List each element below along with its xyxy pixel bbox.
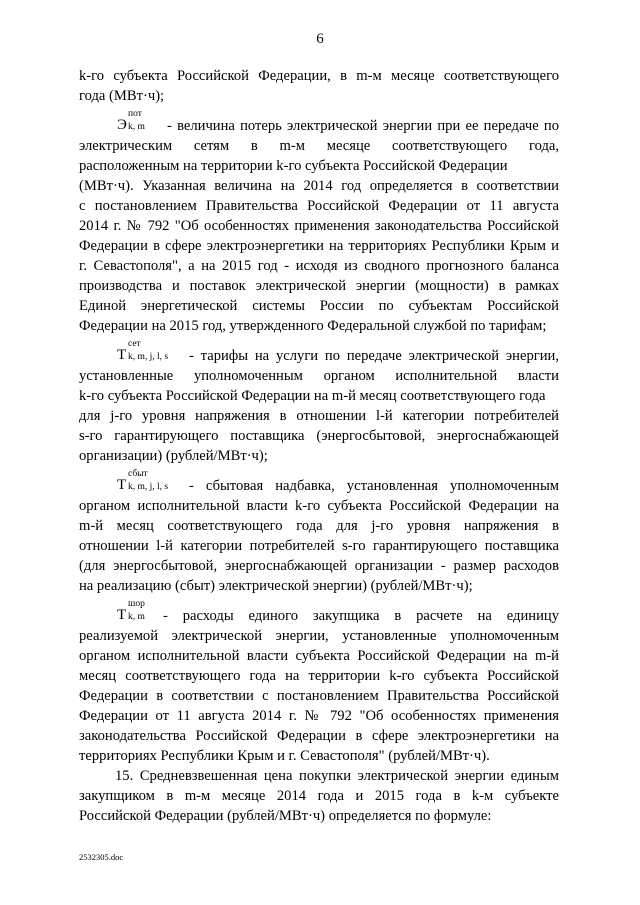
- text-line: электрическим сетям в m-м месяце соответствующего года,: [79, 138, 559, 154]
- text-line: месяц соответствующего года на территории k-го субъекта Российской: [79, 668, 559, 684]
- text-line: законодательства Российской Федерации в сфере электроэнергетики на: [79, 728, 559, 744]
- text-line: s-го гарантирующего поставщика (энергосбытовой, энергоснабжающей: [79, 428, 559, 444]
- text-line: закупщиком в m-м месяце 2014 года и 2015 года в k-м субъекте: [79, 788, 559, 804]
- text-line: производства и поставок электрической энергии (мощности) в рамках: [79, 278, 559, 294]
- text-line: - сбытовая надбавка, установленная уполномоченным: [189, 478, 559, 494]
- text-line: установленные уполномоченным органом исполнительной власти: [79, 368, 559, 384]
- text-line: на реализацию (сбыт) электрической энергии) (рублей/МВт·ч);: [79, 578, 473, 594]
- text-line: m-й месяц соответствующего года для j-го уровня напряжения в: [79, 518, 559, 534]
- text-line: для j-го уровня напряжения в отношении l-й категории потребителей: [79, 408, 559, 424]
- variable-definition: [79, 466, 559, 496]
- formula-symbol: Э пот k, m: [117, 109, 145, 133]
- text-line: Федерации в сфере электроэнергетики на территориях Республики Крым и: [79, 238, 559, 254]
- text-line: органом исполнительной власти субъекта Российской Федерации на m-й: [79, 648, 559, 664]
- page-number: 6: [316, 31, 324, 47]
- text-line: - тарифы на услуги по передаче электрической энергии,: [189, 348, 559, 364]
- text-line: - величина потерь электрической энергии при ее передаче по: [167, 118, 559, 134]
- text-line: 15. Средневзвешенная цена покупки электрической энергии единым: [115, 768, 559, 784]
- text-line: отношении l-й категории потребителей s-го гарантирующего поставщика: [79, 538, 559, 554]
- file-name-footer: 2532305.doc: [79, 852, 124, 862]
- text-line: Российской Федерации (рублей/МВт·ч) определяется по формуле:: [79, 808, 492, 824]
- variable-definition: [79, 106, 559, 136]
- text-line: реализуемой электрической энергии, установленные уполномоченным: [79, 628, 559, 644]
- text-line: k-го субъекта Российской Федерации на m-й месяц соответствующего года: [79, 388, 546, 404]
- text-line: Федерации в соответствии с постановлением Правительства Российской: [79, 688, 559, 704]
- formula-symbol: T сет k, m, j, l, s: [117, 339, 169, 363]
- text-line: организации) (рублей/МВт·ч);: [79, 448, 268, 464]
- text-line: Единой энергетической системы России по субъектам Российской: [79, 298, 559, 314]
- formula-symbol: T шор k, m: [117, 599, 145, 623]
- text-line: расположенным на территории k-го субъекта Российской Федерации: [79, 158, 508, 174]
- text-line: - расходы единого закупщика в расчете на единицу: [163, 608, 559, 624]
- text-line: Федерации от 11 августа 2014 г. № 792 "Об особенностях применения: [79, 708, 559, 724]
- document-body: [79, 66, 559, 826]
- text-line: органом исполнительной власти k-го субъекта Российской Федерации на: [79, 498, 559, 514]
- text-line: Федерации на 2015 год, утвержденного Федеральной службой по тарифам;: [79, 318, 547, 334]
- text-line: (МВт·ч). Указанная величина на 2014 год определяется в соответствии: [79, 178, 559, 194]
- text-line: 2014 г. № 792 "Об особенностях применения законодательства Российской: [79, 218, 559, 234]
- text-line: k-го субъекта Российской Федерации, в m-м месяце соответствующего: [79, 68, 559, 84]
- text-line: г. Севастополя", а на 2015 год - исходя из сводного прогнозного баланса: [79, 258, 559, 274]
- text-line: года (МВт·ч);: [79, 88, 165, 104]
- variable-definition: [79, 596, 559, 626]
- formula-symbol: T сбыт k, m, j, l, s: [117, 469, 169, 493]
- text-line: территориях Республики Крым и г. Севастополя" (рублей/МВт·ч).: [79, 748, 490, 764]
- text-line: (для энергосбытовой, энергоснабжающей организации - размер расходов: [79, 558, 559, 574]
- variable-definition: [79, 336, 559, 366]
- text-line: с постановлением Правительства Российской Федерации от 11 августа: [79, 198, 559, 214]
